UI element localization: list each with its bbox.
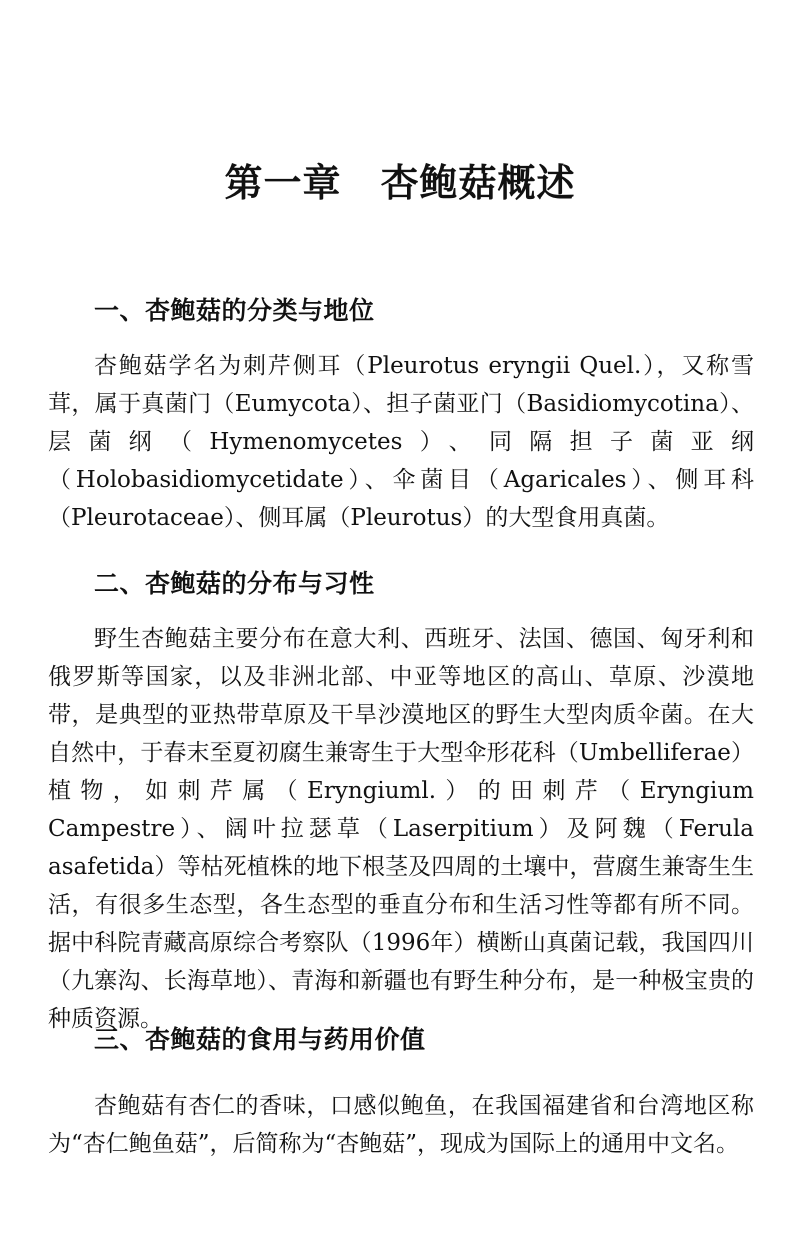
chapter-title: 第一章 杏鲍菇概述 bbox=[224, 161, 576, 205]
paragraph-classification: 杏鲍菇学名为刺芹侧耳（Pleurotus eryngii Quel.），又称雪茸，属于真菌门（Eumycota）、担子菌亚门（Basidiomycotina）、层菌纲（Hymenomycetes）、同隔担子菌亚纲（Holobasidiomycetidate）、伞菌目（Agaricales）、侧耳科（Pleurotaceae）、侧耳属（Pleurotus）的大型食用真菌。 bbox=[48, 353, 754, 531]
paragraph-value: 杏鲍菇有杏仁的香味，口感似鲍鱼，在我国福建省和台湾地区称为“杏仁鲍鱼菇”，后简称为“杏鲍菇”，现成为国际上的通用中文名。 bbox=[48, 1093, 754, 1157]
paragraph-distribution: 野生杏鲍菇主要分布在意大利、西班牙、法国、德国、匈牙利和俄罗斯等国家，以及非洲北部、中亚等地区的高山、草原、沙漠地带，是典型的亚热带草原及干旱沙漠地区的野生大型肉质伞菌。在大自然中，于春末至夏初腐生兼寄生于大型伞形花科（Umbelliferae）植物，如刺芹属（Eryngiuml.）的田刺芹（Eryngium Campestre）、阔叶拉瑟草（Laserpitium）及阿魏（Ferula asafetida）等枯死植株的地下根茎及四周的土壤中，营腐生兼寄生生活，有很多生态型，各生态型的垂直分布和生活习性等都有所不同。据中科院青藏高原综合考察队（1996年）横断山真菌记载，我国四川（九寨沟、长海草地）、青海和新疆也有野生种分布，是一种极宝贵的种质资源。 bbox=[48, 626, 754, 1032]
section-heading-value: 三、杏鲍菇的食用与药用价值 bbox=[94, 1025, 426, 1054]
section-heading-distribution: 二、杏鲍菇的分布与习性 bbox=[94, 569, 375, 598]
section-heading-classification: 一、杏鲍菇的分类与地位 bbox=[94, 296, 375, 325]
